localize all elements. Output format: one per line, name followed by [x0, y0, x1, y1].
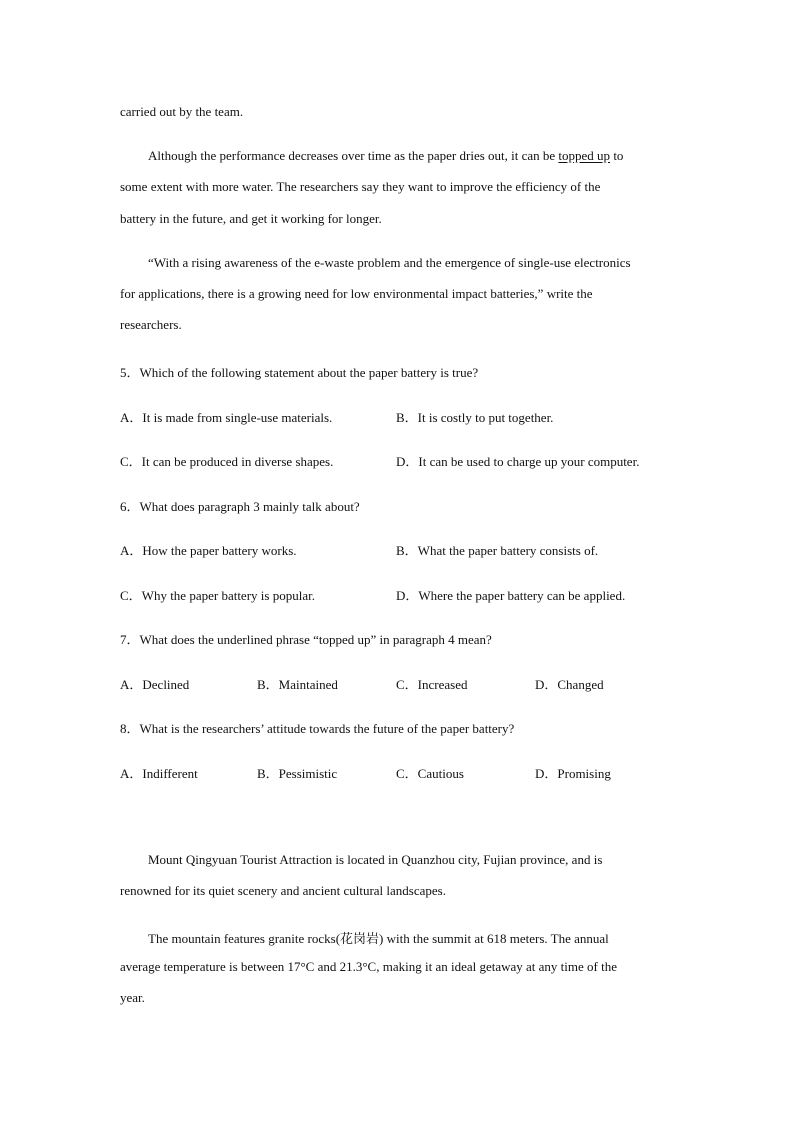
- question-8-option-c: C．Cautious: [396, 766, 464, 781]
- passage-a-p3-line2: for applications, there is a growing need for low environmental impact batteries,” write the: [120, 286, 593, 301]
- question-5-option-a: A．It is made from single-use materials.: [120, 410, 333, 425]
- question-8-option-b: B．Pessimistic: [257, 766, 338, 781]
- question-7-option-d: D．Changed: [535, 677, 604, 692]
- question-7-option-a: A．Declined: [120, 677, 190, 692]
- passage-b-p2-line3: year.: [120, 990, 145, 1005]
- question-7-option-b: B．Maintained: [257, 677, 338, 692]
- question-6-stem: 6．What does paragraph 3 mainly talk about?: [120, 499, 360, 514]
- question-6-option-c: C．Why the paper battery is popular.: [120, 588, 315, 603]
- passage-b-p2-line1: The mountain features granite rocks(花岗岩) with the summit at 618 meters. The annual: [148, 931, 609, 946]
- passage-a-p3-line1: “With a rising awareness of the e-waste problem and the emergence of single-use electronics: [148, 255, 631, 270]
- underlined-phrase: topped up: [558, 148, 611, 163]
- question-7-stem: 7．What does the underlined phrase “topped up” in paragraph 4 mean?: [120, 632, 492, 647]
- question-6-option-b: B．What the paper battery consists of.: [396, 543, 599, 558]
- question-5-option-b: B．It is costly to put together.: [396, 410, 554, 425]
- question-6-option-a: A．How the paper battery works.: [120, 543, 297, 558]
- question-7-option-c: C．Increased: [396, 677, 468, 692]
- passage-b-p1-line2: renowned for its quiet scenery and ancient cultural landscapes.: [120, 883, 446, 898]
- passage-b-p1-line1: Mount Qingyuan Tourist Attraction is located in Quanzhou city, Fujian province, and is: [148, 852, 603, 867]
- passage-a-p2-line2: some extent with more water. The researchers say they want to improve the efficiency of the: [120, 179, 601, 194]
- passage-a-p2-line1: [148, 148, 623, 164]
- passage-b-p2-line2: average temperature is between 17°C and 21.3°C, making it an ideal getaway at any time of the: [120, 959, 618, 974]
- question-8-option-d: D．Promising: [535, 766, 611, 781]
- question-8-option-a: A．Indifferent: [120, 766, 198, 781]
- question-5-option-c: C．It can be produced in diverse shapes.: [120, 454, 334, 469]
- passage-a-p3-line3: researchers.: [120, 317, 182, 332]
- passage-a-p2-line1-pre: Although the performance decreases over time as the paper dries out, it can be: [148, 148, 559, 163]
- passage-a-p1-tail: carried out by the team.: [120, 104, 244, 119]
- question-6-option-d: D．Where the paper battery can be applied.: [396, 588, 626, 603]
- question-5-option-d: D．It can be used to charge up your computer.: [396, 454, 640, 469]
- passage-a-p2-line3: battery in the future, and get it working for longer.: [120, 211, 382, 226]
- question-5-stem: 5．Which of the following statement about the paper battery is true?: [120, 365, 479, 380]
- passage-a-p2-line1-post: to: [610, 148, 624, 163]
- question-8-stem: 8．What is the researchers’ attitude towards the future of the paper battery?: [120, 721, 515, 736]
